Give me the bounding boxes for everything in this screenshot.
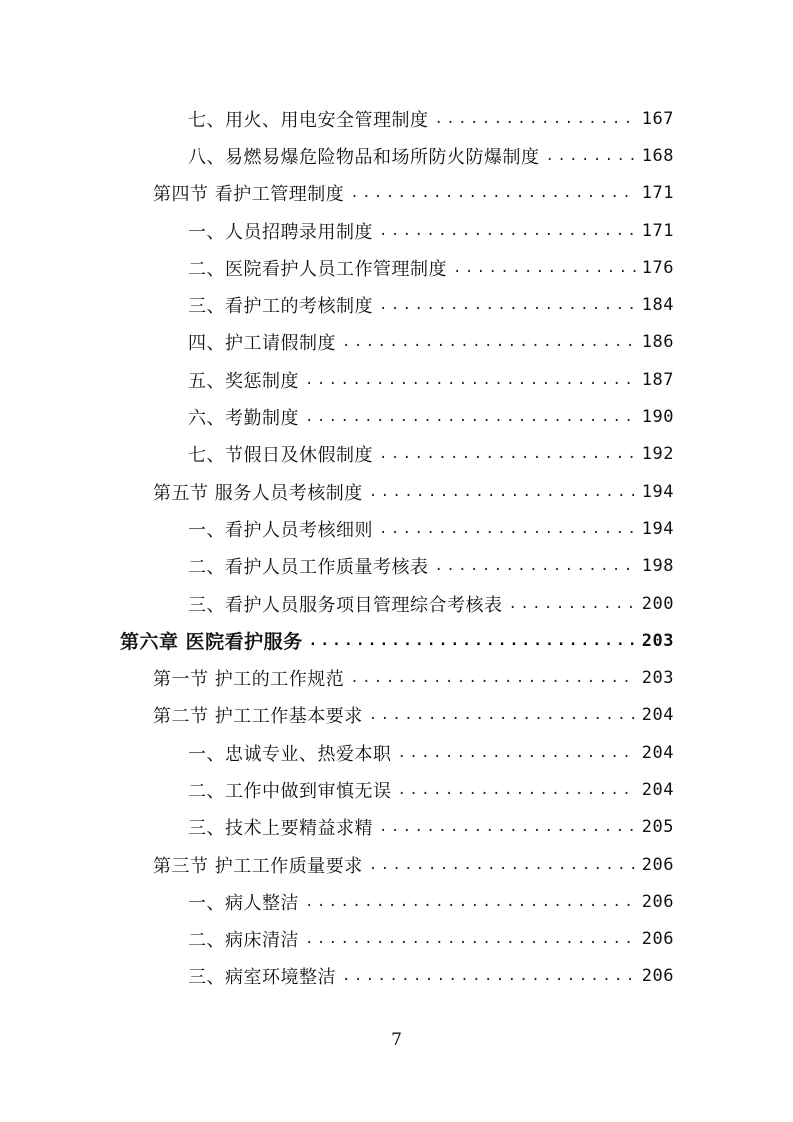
toc-entry-title: 五、奖惩制度 [188,370,299,392]
toc-entry-page-number: 168 [641,145,674,166]
dot-leader [305,372,636,388]
toc-entry-page-number: 190 [641,407,674,428]
toc-entry-section[interactable] [0,175,674,212]
dot-leader [435,558,637,574]
dot-leader [305,409,636,425]
toc-entry-page-number: 192 [641,444,674,465]
toc-entry-item[interactable] [0,137,674,174]
dot-leader [369,857,636,873]
dot-leader [453,260,636,276]
toc-entry-page-number: 176 [641,257,674,278]
toc-entry-section[interactable] [0,473,674,510]
dot-leader [379,223,636,239]
toc-entry-title: 二、看护人员工作质量考核表 [188,557,429,579]
dot-leader [398,745,637,761]
toc-entry-page-number: 186 [641,332,674,353]
table-of-contents [0,100,793,995]
dot-leader [369,484,636,500]
toc-entry-page-number: 184 [641,295,674,316]
toc-entry-item[interactable] [0,958,674,995]
dot-leader [342,334,636,350]
dot-leader [379,819,636,835]
toc-entry-item[interactable] [0,249,674,286]
toc-entry-page-number: 206 [641,929,674,950]
toc-entry-page-number: 204 [641,742,674,763]
toc-entry-page-number: 194 [641,481,674,502]
dot-leader [546,148,637,164]
dot-leader [509,596,637,612]
toc-entry-item[interactable] [0,398,674,435]
toc-entry-title: 二、医院看护人员工作管理制度 [188,258,447,280]
toc-entry-title: 二、工作中做到审慎无误 [188,780,392,802]
toc-entry-title: 一、人员招聘录用制度 [188,221,373,243]
toc-entry-item[interactable] [0,212,674,249]
toc-entry-item[interactable] [0,809,674,846]
toc-entry-title: 七、节假日及休假制度 [188,445,373,467]
toc-entry-page-number: 194 [641,518,674,539]
toc-entry-title: 一、忠诚专业、热爱本职 [188,743,392,765]
toc-entry-item[interactable] [0,585,674,622]
toc-entry-page-number: 171 [641,220,674,241]
dot-leader [305,894,636,910]
toc-entry-section[interactable] [0,659,674,696]
dot-leader [435,111,637,127]
dot-leader [369,707,636,723]
toc-entry-title: 一、病人整洁 [188,892,299,914]
toc-entry-title: 第四节 看护工管理制度 [153,184,345,206]
dot-leader [309,633,636,649]
toc-entry-page-number: 205 [641,817,674,838]
toc-entry-title: 第二节 护工工作基本要求 [153,706,363,728]
toc-entry-page-number: 198 [641,556,674,577]
toc-entry-title: 第五节 服务人员考核制度 [153,482,363,504]
dot-leader [350,670,636,686]
toc-entry-title: 七、用火、用电安全管理制度 [188,109,429,131]
toc-entry-item[interactable] [0,361,674,398]
toc-entry-page-number: 200 [641,593,674,614]
toc-entry-title: 三、看护工的考核制度 [188,296,373,318]
dot-leader [305,931,636,947]
toc-entry-page-number: 204 [641,779,674,800]
toc-entry-title: 三、病室环境整洁 [188,967,336,989]
toc-entry-title: 八、易燃易爆危险物品和场所防火防爆制度 [188,146,540,168]
dot-leader [379,297,636,313]
dot-leader [350,185,636,201]
toc-entry-item[interactable] [0,510,674,547]
dot-leader [398,782,637,798]
toc-entry-page-number: 204 [641,705,674,726]
toc-entry-item[interactable] [0,883,674,920]
toc-entry-page-number: 203 [641,668,674,689]
dot-leader [342,968,636,984]
toc-entry-title: 一、看护人员考核细则 [188,519,373,541]
toc-entry-title: 第三节 护工工作质量要求 [153,855,363,877]
toc-entry-page-number: 171 [641,183,674,204]
toc-entry-title: 三、看护人员服务项目管理综合考核表 [188,594,503,616]
toc-entry-item[interactable] [0,324,674,361]
toc-entry-title: 四、护工请假制度 [188,333,336,355]
page-number: 7 [391,1030,402,1050]
toc-entry-title: 六、考勤制度 [188,408,299,430]
toc-entry-item[interactable] [0,286,674,323]
dot-leader [379,521,636,537]
toc-entry-page-number: 206 [641,966,674,987]
toc-entry-item[interactable] [0,771,674,808]
toc-entry-item[interactable] [0,436,674,473]
toc-entry-item[interactable] [0,100,674,137]
toc-entry-item[interactable] [0,734,674,771]
toc-entry-page-number: 203 [641,630,674,651]
toc-entry-page-number: 167 [641,108,674,129]
toc-entry-title: 第六章 医院看护服务 [120,631,303,654]
dot-leader [379,446,636,462]
toc-entry-chapter[interactable] [0,622,674,659]
toc-entry-page-number: 206 [641,891,674,912]
toc-entry-section[interactable] [0,846,674,883]
toc-entry-page-number: 187 [641,369,674,390]
toc-entry-item[interactable] [0,548,674,585]
toc-entry-title: 三、技术上要精益求精 [188,818,373,840]
toc-entry-title: 第一节 护工的工作规范 [153,669,345,691]
toc-entry-item[interactable] [0,921,674,958]
toc-entry-section[interactable] [0,697,674,734]
toc-entry-title: 二、病床清洁 [188,930,299,952]
toc-entry-page-number: 206 [641,854,674,875]
